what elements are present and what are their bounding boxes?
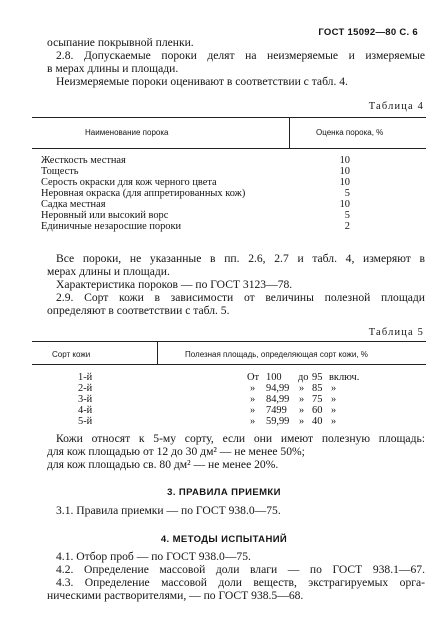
table-5-prefix: » [250, 416, 256, 427]
section-4-title: 4. МЕТОДЫ ИСПЫТАНИЙ [160, 534, 288, 545]
table-5-from: 100 [266, 372, 282, 383]
table-4-row-score: 10 [339, 166, 350, 177]
text-line: 4.2. Определение массовой доли влаги — по ГОСТ 938.1—67. [56, 563, 425, 576]
text-line: определяют в соответствии с табл. 5. [47, 304, 230, 317]
table-rule [32, 341, 426, 342]
table-4-row-name: Тощесть [41, 166, 79, 177]
text-line: 2.8. Допускаемые пороки делят на неизмеряемые и измеряемые [56, 49, 425, 62]
table-4-row-score: 5 [344, 188, 350, 199]
text-line: ническими растворителями, — по ГОСТ 938.5—68. [47, 589, 304, 602]
text-line: 4.1. Отбор проб — по ГОСТ 938.0—75. [56, 550, 251, 563]
text-line: в мерах длины и площади. [47, 62, 179, 75]
table-4-row-score: 10 [339, 199, 350, 210]
table-5-mid: » [299, 394, 305, 405]
table-column-divider [289, 117, 290, 149]
text-line: мерах длины и площади. [47, 265, 170, 278]
table-4-row-name: Неровная окраска (для аппретированных кож) [41, 188, 246, 199]
table-4-row-score: 10 [339, 155, 350, 166]
table-4-row-name: Садка местная [41, 199, 106, 210]
table-5-from: 94,99 [266, 383, 290, 394]
table-4-row-score: 5 [344, 210, 350, 221]
text-line: 2.9. Сорт кожи в зависимости от величины полезной площади [56, 291, 425, 304]
table-5-suffix: » [331, 394, 337, 405]
table-rule [32, 117, 426, 118]
table-4-header-score: Оценка порока, % [316, 128, 384, 137]
table-rule [32, 148, 426, 149]
table-4-row-name: Неровный или высокий ворс [41, 210, 169, 221]
page-header: ГОСТ 15092—80 С. 6 [318, 27, 418, 38]
table-5-to: 75 [312, 394, 323, 405]
table-5-label: Таблица 5 [368, 327, 424, 338]
table-5-to: 95 [312, 372, 323, 383]
table-5-grade: 1-й [78, 372, 93, 383]
table-5-grade: 4-й [78, 405, 93, 416]
table-5-grade: 3-й [78, 394, 93, 405]
table-5-mid: » [299, 416, 305, 427]
table-4-row-name: Единичные незаросшие пороки [41, 221, 182, 232]
table-4-row-name: Серость окраски для кож черного цвета [41, 177, 217, 188]
table-4-label: Таблица 4 [368, 101, 424, 112]
text-line: Кожи относят к 5-му сорту, если они имеют полезную площадь: [56, 432, 425, 445]
table-4-header-name: Наименование порока [85, 128, 169, 137]
text-line: осыпание покрывной пленки. [47, 36, 194, 49]
table-5-to: 60 [312, 405, 323, 416]
table-5-grade: 2-й [78, 383, 93, 394]
table-5-prefix: » [250, 405, 256, 416]
text-line: Все пороки, не указанные в пп. 2.6, 2.7 и табл. 4, измеряют в [56, 252, 425, 265]
section-3-title: 3. ПРАВИЛА ПРИЕМКИ [167, 487, 281, 498]
table-5-prefix: От [247, 372, 260, 383]
table-5-grade: 5-й [78, 416, 93, 427]
text-line: для кож площадью от 12 до 30 дм² — не менее 50%; [47, 445, 305, 458]
table-5-suffix: » [331, 405, 337, 416]
table-column-divider [157, 341, 158, 365]
table-5-from: 7499 [266, 405, 287, 416]
table-rule [32, 364, 426, 365]
table-5-from: 59,99 [266, 416, 290, 427]
text-line: Характеристика пороков — по ГОСТ 3123—78. [56, 278, 293, 291]
table-5-to: 85 [312, 383, 323, 394]
text-line: 4.3. Определение массовой доли веществ, экстрагируемых орга- [56, 576, 425, 589]
table-5-header-grade: Сорт кожи [52, 350, 91, 359]
table-5-suffix: включ. [329, 372, 360, 383]
table-5-mid: до [298, 372, 309, 383]
text-line: для кож площадью св. 80 дм² — не менее 20%. [47, 458, 279, 471]
table-5-suffix: » [331, 383, 337, 394]
table-5-suffix: » [331, 416, 337, 427]
table-5-to: 40 [312, 416, 323, 427]
table-5-from: 84,99 [266, 394, 290, 405]
table-5-mid: » [299, 405, 305, 416]
table-4-row-score: 10 [339, 177, 350, 188]
table-5-prefix: » [250, 383, 256, 394]
table-5-prefix: » [250, 394, 256, 405]
text-line: Неизмеряемые пороки оценивают в соответствии с табл. 4. [56, 75, 348, 88]
table-4-row-name: Жесткость местная [41, 155, 126, 166]
text-line: 3.1. Правила приемки — по ГОСТ 938.0—75. [56, 504, 281, 517]
table-5-mid: » [299, 383, 305, 394]
table-5-header-area: Полезная площадь, определяющая сорт кожи, % [185, 350, 368, 359]
table-4-row-score: 2 [344, 221, 350, 232]
